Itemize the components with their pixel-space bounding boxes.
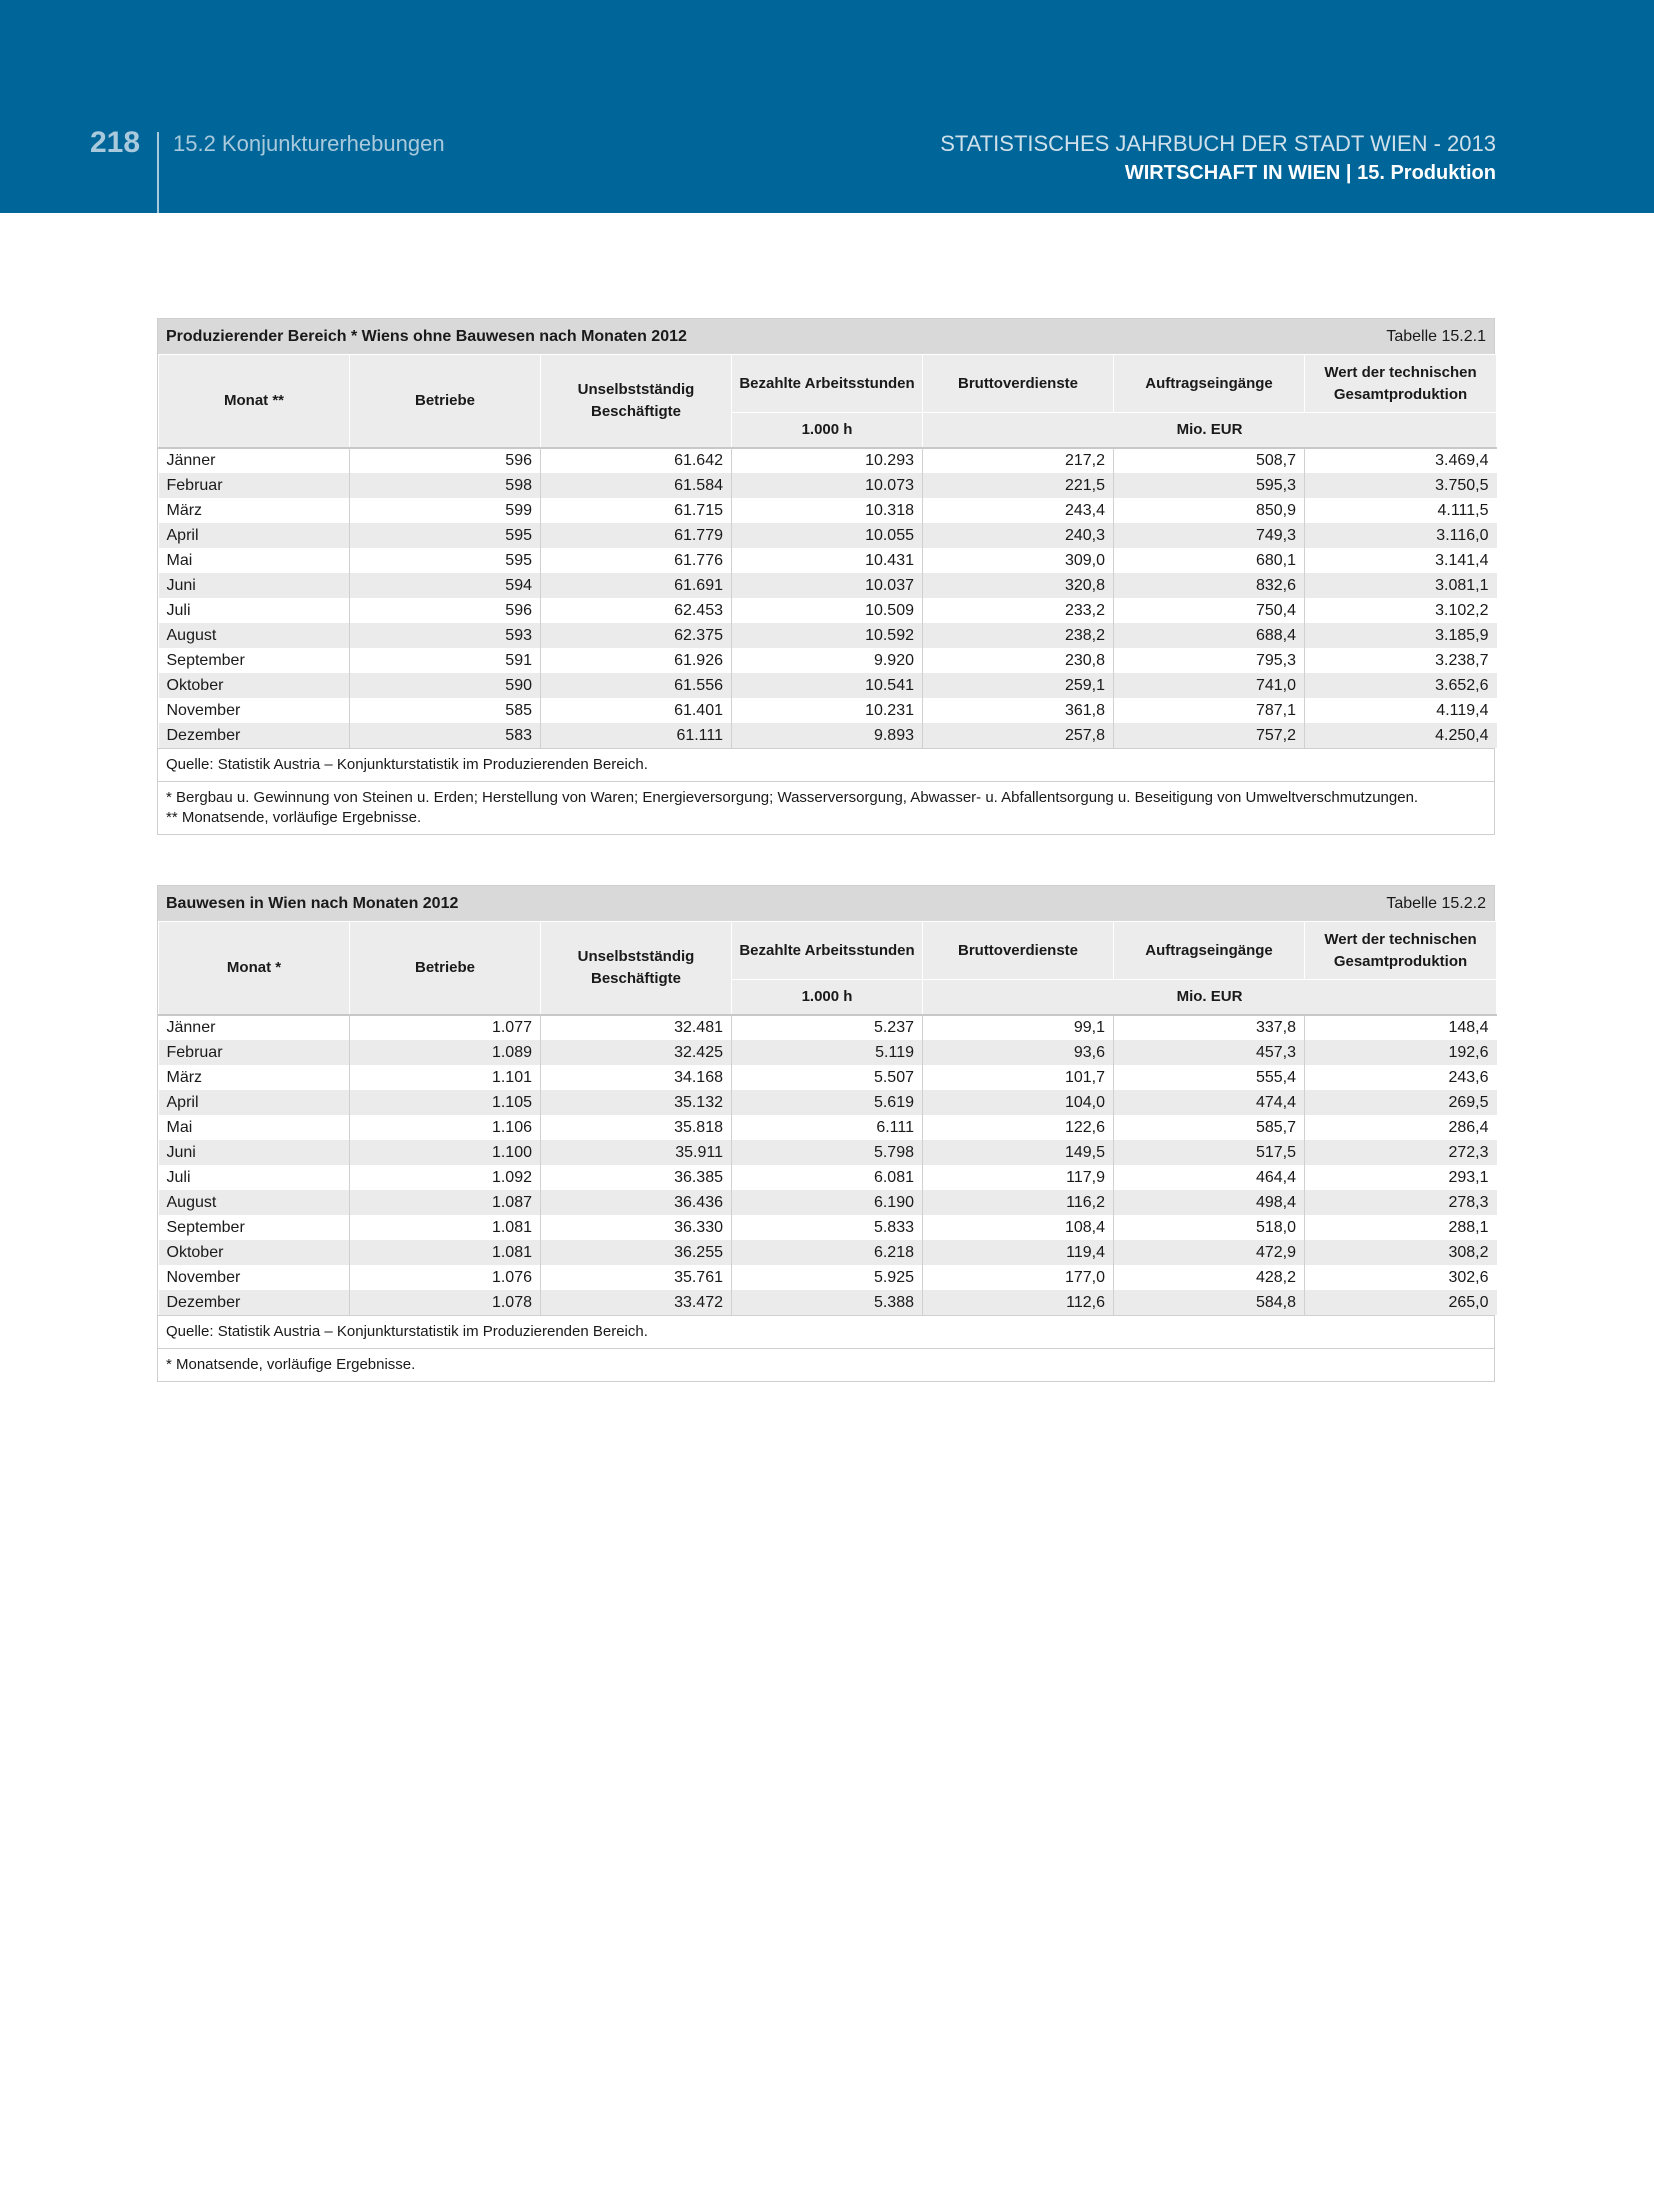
- value-cell: 36.385: [541, 1165, 732, 1190]
- table-row: [159, 523, 1497, 548]
- value-cell: 1.087: [350, 1190, 541, 1215]
- value-cell: 10.073: [732, 473, 923, 498]
- value-cell: 5.798: [732, 1140, 923, 1165]
- value-cell: 5.388: [732, 1290, 923, 1315]
- table-row: [159, 498, 1497, 523]
- table-row: [159, 698, 1497, 723]
- column-header: Unselbstständig Beschäftigte: [541, 922, 732, 1016]
- value-cell: 35.132: [541, 1090, 732, 1115]
- value-cell: 35.818: [541, 1115, 732, 1140]
- month-cell: Juli: [159, 1165, 350, 1190]
- table-row: [159, 1090, 1497, 1115]
- value-cell: 243,4: [923, 498, 1114, 523]
- value-cell: 1.078: [350, 1290, 541, 1315]
- footnote: ** Monatsende, vorläufige Ergebnisse.: [166, 809, 422, 826]
- column-header: Unselbstständig Beschäftigte: [541, 355, 732, 449]
- unit-header: Mio. EUR: [923, 413, 1497, 449]
- value-cell: 104,0: [923, 1090, 1114, 1115]
- value-cell: 10.592: [732, 623, 923, 648]
- footnote: * Monatsende, vorläufige Ergebnisse.: [166, 1356, 416, 1373]
- page-number: 218: [90, 126, 141, 159]
- table-title: Produzierender Bereich * Wiens ohne Bauwesen nach Monaten 2012: [166, 327, 687, 345]
- value-cell: 337,8: [1114, 1015, 1305, 1040]
- value-cell: 93,6: [923, 1040, 1114, 1065]
- section-title: 15.2 Konjunkturerhebungen: [173, 131, 445, 156]
- value-cell: 36.436: [541, 1190, 732, 1215]
- month-cell: Dezember: [159, 723, 350, 748]
- column-header: Bruttoverdienste: [923, 922, 1114, 980]
- value-cell: 117,9: [923, 1165, 1114, 1190]
- value-cell: 3.469,4: [1305, 448, 1497, 473]
- month-cell: August: [159, 1190, 350, 1215]
- value-cell: 741,0: [1114, 673, 1305, 698]
- value-cell: 149,5: [923, 1140, 1114, 1165]
- value-cell: 259,1: [923, 673, 1114, 698]
- value-cell: 464,4: [1114, 1165, 1305, 1190]
- month-cell: September: [159, 648, 350, 673]
- value-cell: 10.509: [732, 598, 923, 623]
- value-cell: 4.250,4: [1305, 723, 1497, 748]
- value-cell: 61.691: [541, 573, 732, 598]
- value-cell: 4.119,4: [1305, 698, 1497, 723]
- value-cell: 302,6: [1305, 1265, 1497, 1290]
- value-cell: 6.081: [732, 1165, 923, 1190]
- value-cell: 508,7: [1114, 448, 1305, 473]
- header-divider: [157, 132, 159, 213]
- page-header: [0, 0, 1654, 213]
- value-cell: 36.255: [541, 1240, 732, 1265]
- value-cell: 221,5: [923, 473, 1114, 498]
- value-cell: 474,4: [1114, 1090, 1305, 1115]
- value-cell: 591: [350, 648, 541, 673]
- value-cell: 6.190: [732, 1190, 923, 1215]
- value-cell: 9.920: [732, 648, 923, 673]
- value-cell: 585,7: [1114, 1115, 1305, 1140]
- value-cell: 555,4: [1114, 1065, 1305, 1090]
- footnote: * Bergbau u. Gewinnung von Steinen u. Erden; Herstellung von Waren; Energieversorgung; Wasserversorgung, Abwasser- u. Abfallentsorgung u. Beseitigung von Umweltverschmutzungen.: [166, 789, 1419, 806]
- month-cell: April: [159, 523, 350, 548]
- table-row: [159, 723, 1497, 748]
- value-cell: 598: [350, 473, 541, 498]
- value-cell: 596: [350, 448, 541, 473]
- value-cell: 5.833: [732, 1215, 923, 1240]
- value-cell: 594: [350, 573, 541, 598]
- value-cell: 34.168: [541, 1065, 732, 1090]
- value-cell: 595: [350, 523, 541, 548]
- value-cell: 361,8: [923, 698, 1114, 723]
- value-cell: 116,2: [923, 1190, 1114, 1215]
- value-cell: 272,3: [1305, 1140, 1497, 1165]
- value-cell: 61.715: [541, 498, 732, 523]
- value-cell: 243,6: [1305, 1065, 1497, 1090]
- yearbook-title: STATISTISCHES JAHRBUCH DER STADT WIEN - 2013: [940, 131, 1496, 156]
- column-header: Bruttoverdienste: [923, 355, 1114, 413]
- unit-header: Mio. EUR: [923, 980, 1497, 1016]
- value-cell: 832,6: [1114, 573, 1305, 598]
- value-cell: 1.105: [350, 1090, 541, 1115]
- month-cell: Dezember: [159, 1290, 350, 1315]
- month-cell: Jänner: [159, 448, 350, 473]
- value-cell: 3.102,2: [1305, 598, 1497, 623]
- value-cell: 61.111: [541, 723, 732, 748]
- value-cell: 6.218: [732, 1240, 923, 1265]
- value-cell: 590: [350, 673, 541, 698]
- table-row: [159, 1190, 1497, 1215]
- column-header: Betriebe: [350, 922, 541, 1016]
- value-cell: 787,1: [1114, 698, 1305, 723]
- value-cell: 517,5: [1114, 1140, 1305, 1165]
- column-header: Auftragseingänge: [1114, 922, 1305, 980]
- month-cell: Jänner: [159, 1015, 350, 1040]
- value-cell: 585: [350, 698, 541, 723]
- value-cell: 61.401: [541, 698, 732, 723]
- table-footnotes: [158, 781, 1494, 834]
- value-cell: 4.111,5: [1305, 498, 1497, 523]
- value-cell: 596: [350, 598, 541, 623]
- value-cell: 3.081,1: [1305, 573, 1497, 598]
- value-cell: 10.231: [732, 698, 923, 723]
- value-cell: 308,2: [1305, 1240, 1497, 1265]
- month-cell: März: [159, 498, 350, 523]
- table-number: Tabelle 15.2.2: [1386, 894, 1486, 912]
- value-cell: 265,0: [1305, 1290, 1497, 1315]
- value-cell: 428,2: [1114, 1265, 1305, 1290]
- value-cell: 233,2: [923, 598, 1114, 623]
- value-cell: 61.584: [541, 473, 732, 498]
- table-15-2-2: [157, 885, 1495, 1382]
- value-cell: 61.926: [541, 648, 732, 673]
- value-cell: 5.619: [732, 1090, 923, 1115]
- value-cell: 32.425: [541, 1040, 732, 1065]
- value-cell: 1.100: [350, 1140, 541, 1165]
- value-cell: 320,8: [923, 573, 1114, 598]
- value-cell: 1.092: [350, 1165, 541, 1190]
- value-cell: 3.652,6: [1305, 673, 1497, 698]
- value-cell: 1.101: [350, 1065, 541, 1090]
- value-cell: 33.472: [541, 1290, 732, 1315]
- unit-header: 1.000 h: [732, 413, 923, 449]
- table-row: [159, 1015, 1497, 1040]
- table-row: [159, 1215, 1497, 1240]
- data-table: [158, 921, 1497, 1315]
- table-row: [159, 623, 1497, 648]
- value-cell: 680,1: [1114, 548, 1305, 573]
- value-cell: 217,2: [923, 448, 1114, 473]
- table-header-bar: [158, 886, 1494, 921]
- value-cell: 293,1: [1305, 1165, 1497, 1190]
- value-cell: 36.330: [541, 1215, 732, 1240]
- value-cell: 112,6: [923, 1290, 1114, 1315]
- value-cell: 148,4: [1305, 1015, 1497, 1040]
- value-cell: 595: [350, 548, 541, 573]
- month-cell: Mai: [159, 1115, 350, 1140]
- value-cell: 62.453: [541, 598, 732, 623]
- table-row: [159, 673, 1497, 698]
- value-cell: 3.238,7: [1305, 648, 1497, 673]
- value-cell: 583: [350, 723, 541, 748]
- table-row: [159, 598, 1497, 623]
- value-cell: 1.076: [350, 1265, 541, 1290]
- month-cell: Juli: [159, 598, 350, 623]
- value-cell: 10.293: [732, 448, 923, 473]
- table-source: Quelle: Statistik Austria – Konjunkturstatistik im Produzierenden Bereich.: [158, 1315, 1494, 1348]
- value-cell: 1.081: [350, 1215, 541, 1240]
- value-cell: 498,4: [1114, 1190, 1305, 1215]
- value-cell: 5.507: [732, 1065, 923, 1090]
- value-cell: 35.911: [541, 1140, 732, 1165]
- month-cell: Mai: [159, 548, 350, 573]
- column-header: Auftragseingänge: [1114, 355, 1305, 413]
- month-cell: November: [159, 698, 350, 723]
- table-row: [159, 1290, 1497, 1315]
- column-header: Bezahlte Arbeitsstunden: [732, 355, 923, 413]
- column-header: Monat **: [159, 355, 350, 449]
- value-cell: 5.119: [732, 1040, 923, 1065]
- value-cell: 108,4: [923, 1215, 1114, 1240]
- value-cell: 757,2: [1114, 723, 1305, 748]
- month-cell: Februar: [159, 1040, 350, 1065]
- value-cell: 61.779: [541, 523, 732, 548]
- value-cell: 192,6: [1305, 1040, 1497, 1065]
- value-cell: 10.431: [732, 548, 923, 573]
- data-table: [158, 354, 1497, 748]
- value-cell: 518,0: [1114, 1215, 1305, 1240]
- unit-header: 1.000 h: [732, 980, 923, 1016]
- value-cell: 61.776: [541, 548, 732, 573]
- table-number: Tabelle 15.2.1: [1386, 327, 1486, 345]
- value-cell: 278,3: [1305, 1190, 1497, 1215]
- value-cell: 257,8: [923, 723, 1114, 748]
- column-header: Monat *: [159, 922, 350, 1016]
- value-cell: 457,3: [1114, 1040, 1305, 1065]
- column-header: Bezahlte Arbeitsstunden: [732, 922, 923, 980]
- value-cell: 61.642: [541, 448, 732, 473]
- value-cell: 3.141,4: [1305, 548, 1497, 573]
- month-cell: August: [159, 623, 350, 648]
- value-cell: 1.106: [350, 1115, 541, 1140]
- table-row: [159, 573, 1497, 598]
- month-cell: Oktober: [159, 1240, 350, 1265]
- value-cell: 122,6: [923, 1115, 1114, 1140]
- column-header: Betriebe: [350, 355, 541, 449]
- table-row: [159, 548, 1497, 573]
- value-cell: 584,8: [1114, 1290, 1305, 1315]
- month-cell: Februar: [159, 473, 350, 498]
- value-cell: 99,1: [923, 1015, 1114, 1040]
- value-cell: 5.237: [732, 1015, 923, 1040]
- table-source: Quelle: Statistik Austria – Konjunkturstatistik im Produzierenden Bereich.: [158, 748, 1494, 781]
- value-cell: 688,4: [1114, 623, 1305, 648]
- month-cell: Oktober: [159, 673, 350, 698]
- column-header: Wert der technischen Gesamtproduktion: [1305, 922, 1497, 980]
- table-footnotes: [158, 1348, 1494, 1381]
- table-row: [159, 1065, 1497, 1090]
- month-cell: Juni: [159, 573, 350, 598]
- value-cell: 749,3: [1114, 523, 1305, 548]
- month-cell: November: [159, 1265, 350, 1290]
- value-cell: 595,3: [1114, 473, 1305, 498]
- value-cell: 1.089: [350, 1040, 541, 1065]
- value-cell: 177,0: [923, 1265, 1114, 1290]
- value-cell: 230,8: [923, 648, 1114, 673]
- value-cell: 1.081: [350, 1240, 541, 1265]
- value-cell: 35.761: [541, 1265, 732, 1290]
- table-row: [159, 473, 1497, 498]
- value-cell: 3.750,5: [1305, 473, 1497, 498]
- value-cell: 238,2: [923, 623, 1114, 648]
- value-cell: 10.055: [732, 523, 923, 548]
- month-cell: April: [159, 1090, 350, 1115]
- table-15-2-1: [157, 318, 1495, 835]
- value-cell: 62.375: [541, 623, 732, 648]
- table-row: [159, 1140, 1497, 1165]
- value-cell: 599: [350, 498, 541, 523]
- value-cell: 1.077: [350, 1015, 541, 1040]
- value-cell: 32.481: [541, 1015, 732, 1040]
- value-cell: 3.116,0: [1305, 523, 1497, 548]
- value-cell: 9.893: [732, 723, 923, 748]
- month-cell: März: [159, 1065, 350, 1090]
- table-row: [159, 1165, 1497, 1190]
- value-cell: 10.541: [732, 673, 923, 698]
- value-cell: 750,4: [1114, 598, 1305, 623]
- value-cell: 309,0: [923, 548, 1114, 573]
- value-cell: 240,3: [923, 523, 1114, 548]
- table-row: [159, 1265, 1497, 1290]
- table-row: [159, 648, 1497, 673]
- table-row: [159, 448, 1497, 473]
- value-cell: 10.318: [732, 498, 923, 523]
- column-header: Wert der technischen Gesamtproduktion: [1305, 355, 1497, 413]
- month-cell: Juni: [159, 1140, 350, 1165]
- value-cell: 288,1: [1305, 1215, 1497, 1240]
- value-cell: 286,4: [1305, 1115, 1497, 1140]
- table-row: [159, 1040, 1497, 1065]
- value-cell: 795,3: [1114, 648, 1305, 673]
- value-cell: 850,9: [1114, 498, 1305, 523]
- value-cell: 3.185,9: [1305, 623, 1497, 648]
- value-cell: 101,7: [923, 1065, 1114, 1090]
- chapter-title: WIRTSCHAFT IN WIEN | 15. Produktion: [1124, 162, 1496, 184]
- value-cell: 6.111: [732, 1115, 923, 1140]
- value-cell: 472,9: [1114, 1240, 1305, 1265]
- table-header-bar: [158, 319, 1494, 354]
- month-cell: September: [159, 1215, 350, 1240]
- value-cell: 61.556: [541, 673, 732, 698]
- value-cell: 10.037: [732, 573, 923, 598]
- value-cell: 269,5: [1305, 1090, 1497, 1115]
- value-cell: 5.925: [732, 1265, 923, 1290]
- value-cell: 593: [350, 623, 541, 648]
- table-row: [159, 1240, 1497, 1265]
- table-row: [159, 1115, 1497, 1140]
- table-title: Bauwesen in Wien nach Monaten 2012: [166, 894, 459, 912]
- value-cell: 119,4: [923, 1240, 1114, 1265]
